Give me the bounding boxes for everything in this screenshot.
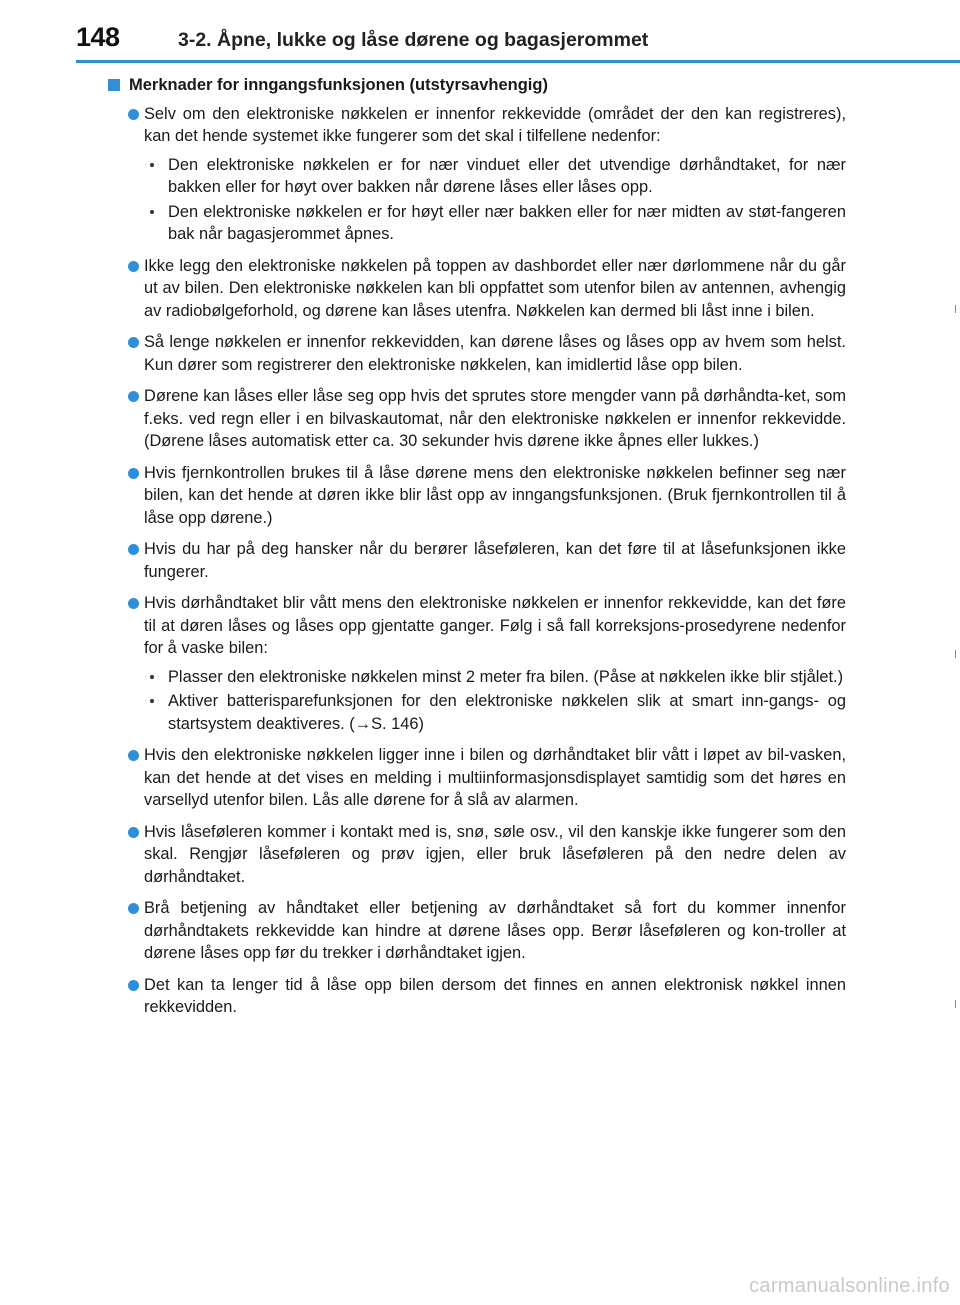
list-item-text: Det kan ta lenger tid å låse opp bilen dersom det finnes en annen elektronisk nøkkel innen rekkevidden. (144, 975, 846, 1016)
page-content (108, 74, 846, 1028)
section-heading (108, 74, 846, 97)
circle-bullet-icon (128, 827, 139, 838)
list-item-text: Hvis du har på deg hansker når du berører låseføleren, kan det føre til at låsefunksjonen ikke fungerer. (144, 540, 846, 581)
circle-bullet-icon (128, 468, 139, 479)
circle-bullet-icon (128, 544, 139, 555)
list-item (108, 821, 846, 889)
list-item (108, 255, 846, 323)
sub-list-item-text: Aktiver batterisparefunksjonen for den elektroniske nøkkelen slik at smart inn-gangs- og startsystem deaktiveres. (→S. 146) (168, 692, 846, 733)
edge-mark (955, 1000, 956, 1008)
square-bullet-icon (108, 79, 120, 91)
dot-bullet-icon (150, 675, 154, 679)
list-item-text: Ikke legg den elektroniske nøkkelen på toppen av dashbordet eller nær dørlommene når du går ut av bilen. Den elektroniske nøkkelen kan bli oppfattet som utenfor bilen av antennen, avhengig av radiobølgeforhold, og dørene kan låses utenfra. Nøkkelen kan dermed bli låst inne i bilen. (144, 256, 846, 320)
dot-bullet-icon (150, 210, 154, 214)
list-item (108, 538, 846, 583)
sub-list-item (144, 666, 846, 689)
list-item-text: Hvis den elektroniske nøkkelen ligger inne i bilen og dørhåndtaket blir vått i løpet av bil-vasken, kan det hende at det vises en melding i multiinformasjonsdisplayet samtidig som det høres en varsellyd utenfor bilen. Lås alle dørene for å slå av alarmen. (144, 746, 846, 809)
list-item (108, 897, 846, 965)
sub-list-item-text: Den elektroniske nøkkelen er for nær vinduet eller det utvendige dørhåndtaket, for nær bakken eller for høyt over bakken når dørene låses eller låses opp. (168, 155, 846, 196)
list-item (108, 331, 846, 376)
page-number: 148 (76, 22, 120, 52)
sub-list-item-text: Den elektroniske nøkkelen er for høyt eller nær bakken eller for nær midten av støt-fangeren bak når bagasjerommet åpnes. (168, 202, 846, 243)
circle-bullet-icon (128, 337, 139, 348)
sub-list (144, 666, 846, 736)
list-item (108, 103, 846, 246)
section-heading-text: Merknader for inngangsfunksjonen (utstyrsavhengig) (129, 76, 548, 94)
circle-bullet-icon (128, 261, 139, 272)
list-item-text: Brå betjening av håndtaket eller betjening av dørhåndtaket så fort du kommer innenfor dørhåndtakets rekkevidde kan hindre at dørene låses opp. Berør låseføleren og kon-troller at dørene låses opp før du trekker i dørhåndtaket igjen. (144, 899, 846, 962)
watermark: carmanualsonline.info (749, 1275, 950, 1297)
list-item-text: Hvis låseføleren kommer i kontakt med is, snø, søle osv., vil den kanskje ikke fungerer som den skal. Rengjør låseføleren og prøv igjen, eller bruk låseføleren på den nedre delen av dørhåndtaket. (144, 822, 846, 886)
edge-mark (955, 305, 956, 313)
dot-bullet-icon (150, 699, 154, 703)
circle-bullet-icon (128, 391, 139, 402)
circle-bullet-icon (128, 109, 139, 120)
bullet-list (108, 103, 846, 1019)
chapter-title: 3-2. Åpne, lukke og låse dørene og bagasjerommet (178, 29, 649, 51)
dot-bullet-icon (150, 163, 154, 167)
header-rule (76, 60, 960, 63)
circle-bullet-icon (128, 750, 139, 761)
list-item-text: Hvis dørhåndtaket blir vått mens den elektroniske nøkkelen er innenfor rekkevidde, kan det føre til at døren låses og låses opp gjentatte ganger. Følg i så fall korreksjons-prosedyrene nedenfor for å vaske bilen: (144, 594, 846, 657)
circle-bullet-icon (128, 903, 139, 914)
sub-list (144, 154, 846, 246)
sub-list-item (144, 690, 846, 735)
list-item (108, 744, 846, 812)
list-item (108, 462, 846, 530)
list-item-text: Selv om den elektroniske nøkkelen er innenfor rekkevidde (området der den kan registreres), kan det hende systemet ikke fungerer som det skal i tilfellene nedenfor: (144, 104, 846, 145)
list-item-text: Hvis fjernkontrollen brukes til å låse dørene mens den elektroniske nøkkelen befinner seg nær bilen, kan det hende at døren ikke blir låst opp av inngangsfunksjonen. (Bruk fjernkontrollen til å låse opp dørene.) (144, 463, 846, 527)
list-item (108, 592, 846, 735)
sub-list-item-text: Plasser den elektroniske nøkkelen minst 2 meter fra bilen. (Påse at nøkkelen ikke blir stjålet.) (168, 667, 844, 686)
sub-list-item (144, 154, 846, 199)
sub-list-item (144, 201, 846, 246)
list-item-text: Dørene kan låses eller låse seg opp hvis det sprutes store mengder vann på dørhåndta-ket, som f.eks. ved regn eller i en bilvaskautomat, når den elektroniske nøkkelen er innenfor rekkevidde. (Dørene låses automatisk etter ca. 30 sekunder hvis dørene ikke åpnes eller lukkes.) (144, 387, 846, 450)
list-item (108, 385, 846, 453)
list-item-text: Så lenge nøkkelen er innenfor rekkevidden, kan dørene låses og låses opp av hvem som helst. Kun dører som registrerer den elektroniske nøkkelen, kan imidlertid låse opp bilen. (144, 333, 846, 374)
circle-bullet-icon (128, 980, 139, 991)
page-header (0, 0, 960, 64)
circle-bullet-icon (128, 598, 139, 609)
edge-mark (955, 650, 956, 658)
list-item (108, 974, 846, 1019)
